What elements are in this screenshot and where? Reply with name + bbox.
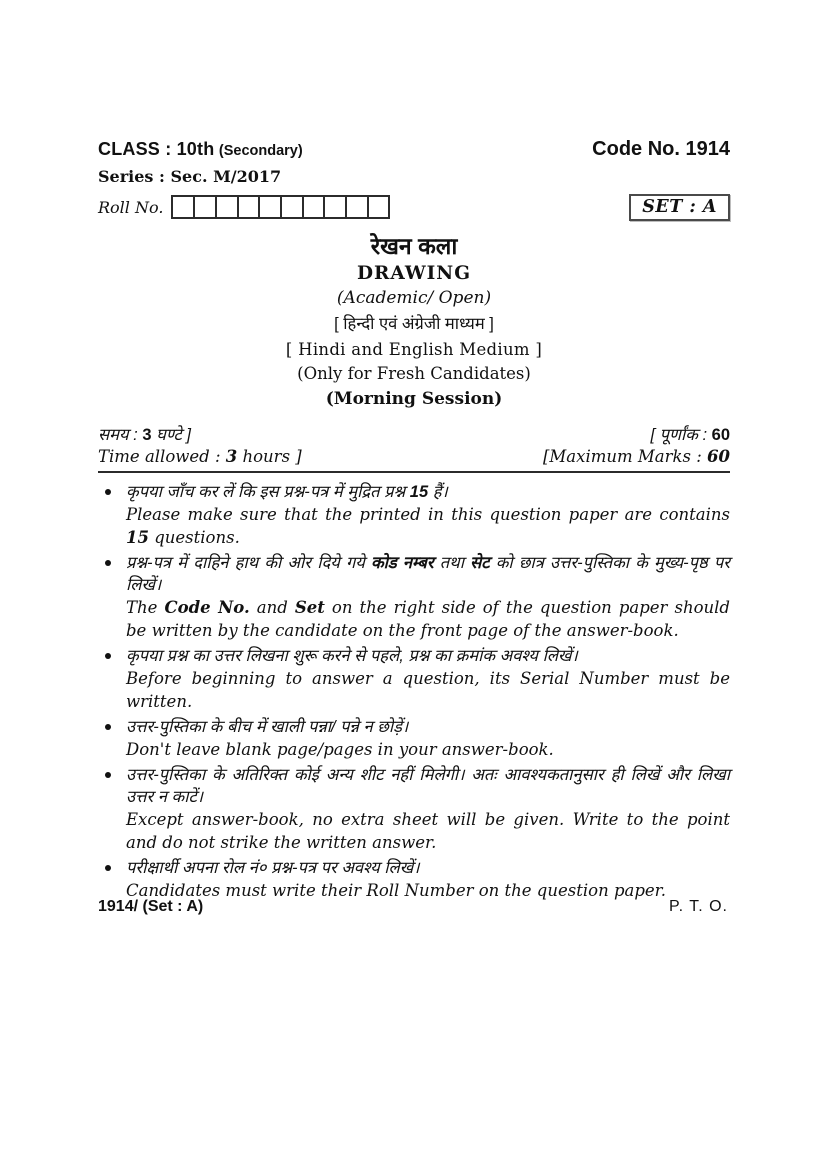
instruction-item — [98, 764, 730, 854]
bullet-icon — [105, 724, 111, 730]
roll-number-row — [98, 193, 730, 221]
bullet-icon — [105, 489, 111, 495]
bullet-icon — [105, 772, 111, 778]
code-number: Code No. 1914 — [592, 138, 730, 160]
text-run: The — [126, 598, 165, 617]
instruction-english — [126, 667, 730, 713]
text-run-bold: 3 — [142, 426, 152, 444]
instruction-hindi — [126, 645, 730, 667]
instruction-english — [126, 503, 730, 549]
title-block — [98, 231, 730, 412]
text-run-bold: 15 — [126, 528, 149, 547]
instruction-english — [126, 596, 730, 642]
time-marks-row-hindi — [98, 424, 730, 446]
pto-label: P. T. O. — [669, 898, 728, 915]
medium-line-english: [ Hindi and English Medium ] — [285, 340, 543, 359]
paper-title-hindi: रेखन कला — [370, 233, 458, 259]
text-run-bold: सेट — [470, 554, 490, 572]
set-badge: SET : A — [629, 194, 730, 221]
instruction-hindi — [126, 552, 730, 596]
text-run: परीक्षार्थी अपना रोल नं० प्रश्न-पत्र पर अवश्य लिखें। — [126, 859, 420, 877]
instruction-item — [98, 645, 730, 713]
series-label: Series : Sec. M/2017 — [98, 167, 282, 186]
roll-no-box — [193, 195, 217, 219]
candidates-line: (Only for Fresh Candidates) — [297, 364, 531, 383]
text-run-bold: 60 — [707, 447, 730, 466]
instructions-list — [98, 481, 730, 902]
maximum-marks-english — [543, 446, 730, 468]
text-run: Don't leave blank page/pages in your answer-book. — [126, 740, 554, 759]
roll-no-box — [302, 195, 326, 219]
page-content — [98, 138, 730, 902]
text-run: उत्तर-पुस्तिका के बीच में खाली पन्ना/ पन्ने न छोड़ें। — [126, 718, 409, 736]
instruction-hindi — [126, 764, 730, 808]
text-run-bold: 60 — [711, 426, 730, 444]
class-label: CLASS : 10th — [98, 139, 215, 159]
instruction-item — [98, 857, 730, 902]
time-allowed-hindi — [98, 424, 191, 446]
instruction-hindi — [126, 716, 730, 738]
text-run-bold: कोड नम्बर — [370, 554, 434, 572]
roll-no-box — [258, 195, 282, 219]
time-marks-row-english — [98, 446, 730, 468]
text-run: उत्तर-पुस्तिका के अतिरिक्त कोई अन्य शीट नहीं मिलेगी। अतः आवश्यकतानुसार ही लिखें और लिखा उत्तर न काटें। — [126, 766, 730, 806]
text-run: [Maximum Marks : — [542, 447, 708, 466]
bullet-icon — [105, 560, 111, 566]
text-run: समय : — [98, 426, 143, 444]
class-title — [98, 139, 303, 160]
roll-no-box — [280, 195, 304, 219]
bullet-icon — [105, 653, 111, 659]
instruction-item — [98, 481, 730, 549]
time-marks-block — [98, 424, 730, 473]
text-run: Before beginning to answer a question, its Serial Number must be written. — [126, 669, 730, 711]
text-run: प्रश्न-पत्र में दाहिने हाथ की ओर दिये गये — [126, 554, 371, 572]
series-row — [98, 167, 730, 187]
text-run-bold: 3 — [225, 447, 238, 466]
roll-no-box — [367, 195, 391, 219]
session-line: (Morning Session) — [325, 389, 503, 409]
text-run: घण्टे ] — [151, 426, 192, 444]
text-run: कृपया प्रश्न का उत्तर लिखना शुरू करने से पहले, प्रश्न का क्रमांक अवश्य लिखें। — [126, 647, 578, 665]
text-run: को छात्र उत्तर-पुस्तिका के मुख्य-पृष्ठ पर लिखें। — [126, 554, 730, 594]
instruction-english — [126, 738, 730, 761]
text-run: तथा — [433, 554, 471, 572]
text-run-bold: Code No. — [164, 598, 250, 617]
roll-no-box — [323, 195, 347, 219]
text-run: on the right side of the question paper should be written by the candidate on the front page of the answer-book. — [126, 598, 730, 640]
class-sub-label: (Secondary) — [218, 143, 303, 159]
instruction-item — [98, 552, 730, 642]
text-run: Please make sure that the printed in this question paper are contains — [126, 505, 730, 524]
header-row — [98, 138, 730, 162]
bullet-icon — [105, 865, 111, 871]
roll-no-boxes — [171, 195, 390, 219]
text-run: हैं। — [428, 483, 448, 501]
footer-code-set: 1914/ (Set : A) — [98, 898, 204, 915]
text-run: [ पूर्णांक : — [650, 426, 712, 444]
text-run: hours ] — [237, 447, 302, 466]
roll-no-box — [237, 195, 261, 219]
text-run-bold: Set — [294, 598, 325, 617]
paper-title-english: DRAWING — [357, 263, 471, 284]
roll-no-box — [171, 195, 195, 219]
text-run: Except answer-book, no extra sheet will be given. Write to the point and do not strike the written answer. — [126, 810, 730, 852]
text-run: Candidates must write their Roll Number on the question paper. — [126, 881, 666, 900]
text-run-bold: 15 — [409, 483, 429, 501]
roll-no-box — [215, 195, 239, 219]
page-footer — [98, 898, 728, 916]
time-allowed-english — [98, 446, 302, 468]
instruction-hindi — [126, 481, 730, 503]
medium-line-hindi: [ हिन्दी एवं अंग्रेजी माध्यम ] — [334, 315, 494, 333]
instruction-hindi — [126, 857, 730, 879]
text-run: and — [249, 598, 295, 617]
roll-no-box — [345, 195, 369, 219]
instruction-item — [98, 716, 730, 761]
stream-line: (Academic/ Open) — [336, 288, 492, 308]
text-run: कृपया जाँच कर लें कि इस प्रश्न-पत्र में मुद्रित प्रश्न — [126, 483, 410, 501]
roll-no-label: Roll No. — [98, 197, 164, 217]
text-run: Time allowed : — [98, 447, 226, 466]
maximum-marks-hindi — [650, 424, 730, 446]
text-run: questions. — [148, 528, 240, 547]
instruction-english — [126, 808, 730, 854]
